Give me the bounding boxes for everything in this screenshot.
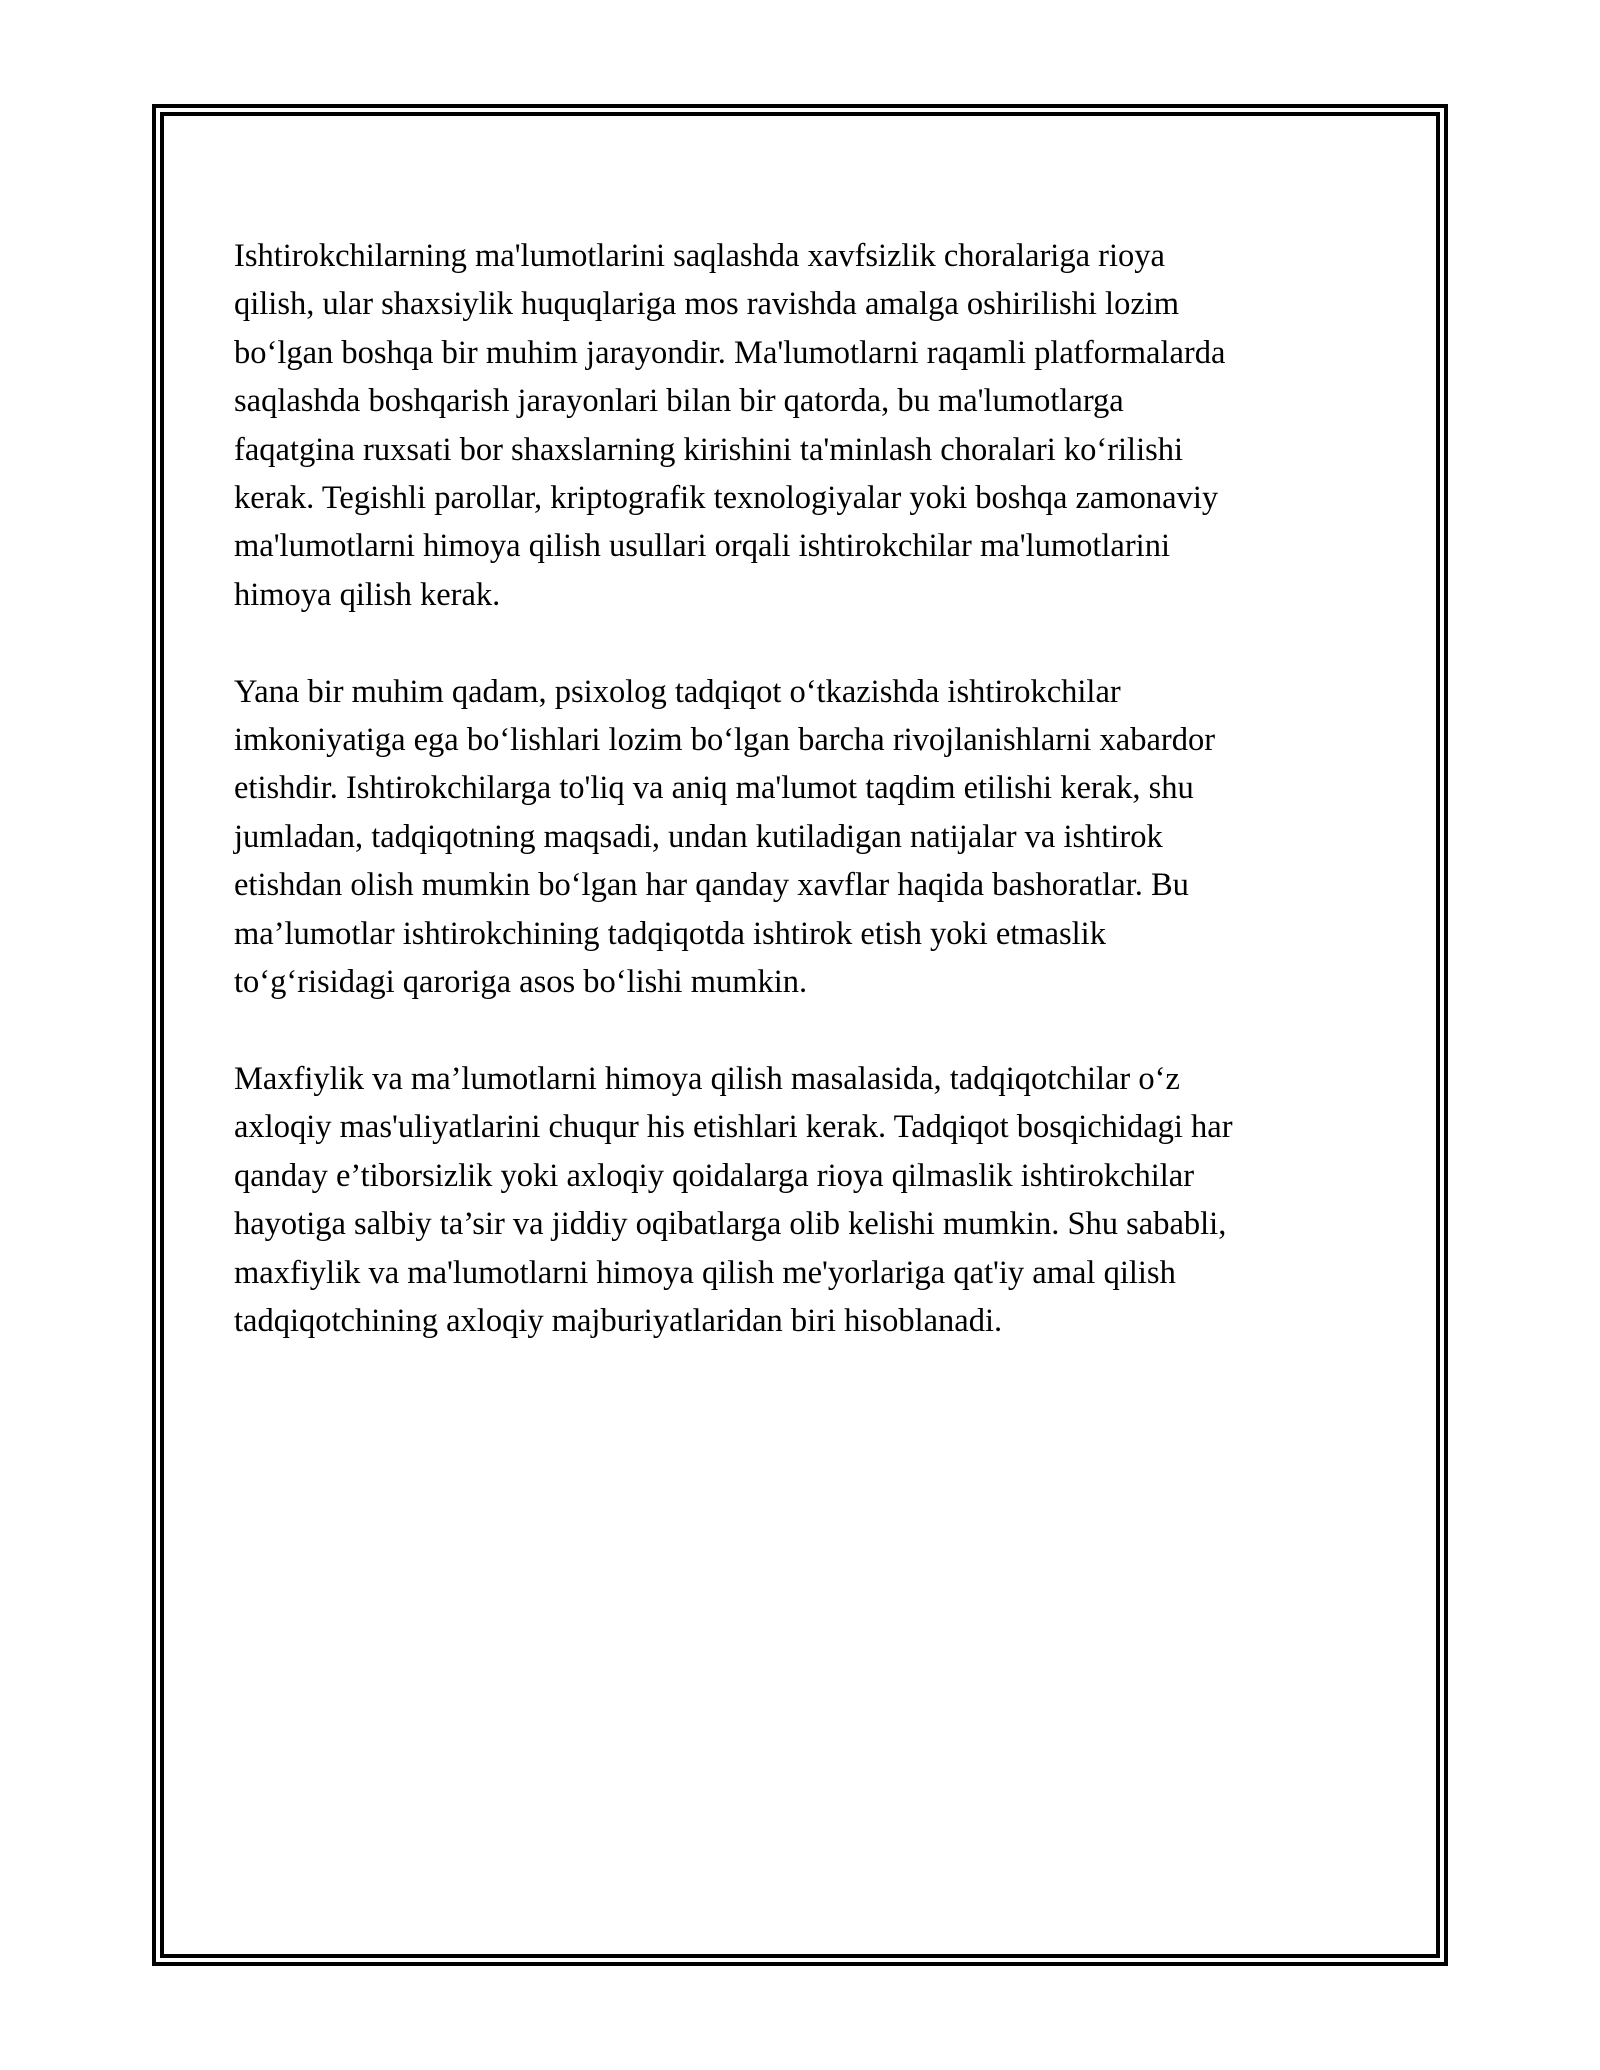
paragraph-line: bo‘lgan boshqa bir muhim jarayondir. Ma'lumotlarni raqamli platformalarda [234,334,1226,371]
paragraph-line: Ishtirokchilarning ma'lumotlarini saqlashda xavfsizlik choralariga rioya [234,238,1165,274]
paragraph-line: to‘g‘risidagi qaroriga asos bo‘lishi mumkin. [234,964,808,1001]
paragraph-3 [234,1055,1374,1345]
paragraph-line: saqlashda boshqarish jarayonlari bilan bir qatorda, bu ma'lumotlarga [234,383,1124,420]
paragraph-line: hayotiga salbiy ta’sir va jiddiy oqibatlarga olib kelishi mumkin. Shu sababli, [234,1206,1227,1243]
paragraph-line: Maxfiylik va ma’lumotlarni himoya qilish masalasida, tadqiqotchilar o‘z [234,1060,1180,1097]
paragraph-line: jumladan, tadqiqotning maqsadi, undan kutiladigan natijalar va ishtirok [234,818,1163,855]
paragraph-line: etishdir. Ishtirokchilarga to'liq va aniq ma'lumot taqdim etilishi kerak, shu [234,770,1194,807]
paragraph-line: kerak. Tegishli parollar, kriptografik texnologiyalar yoki boshqa zamonaviy [234,480,1219,517]
paragraph-line: maxfiylik va ma'lumotlarni himoya qilish me'yorlariga qat'iy amal qilish [234,1254,1176,1291]
paragraph-line: qilish, ular shaxsiylik huquqlariga mos ravishda amalga oshirilishi lozim [234,286,1180,323]
paragraph-line: Yana bir muhim qadam, psixolog tadqiqot o‘tkazishda ishtirokchilar [234,673,1121,710]
paragraph-line: ma'lumotlarni himoya qilish usullari orqali ishtirokchilar ma'lumotlarini [234,528,1170,565]
document-body [234,232,1374,1394]
paragraph-line: himoya qilish kerak. [234,576,501,613]
paragraph-line: axloqiy mas'uliyatlarini chuqur his etishlari kerak. Tadqiqot bosqichidagi har [234,1109,1233,1146]
paragraph-line: etishdan olish mumkin bo‘lgan har qanday xavflar haqida bashoratlar. Bu [234,867,1189,904]
paragraph-line: qanday e’tiborsizlik yoki axloqiy qoidalarga rioya qilmaslik ishtirokchilar [234,1157,1195,1194]
paragraph-line: imkoniyatiga ega bo‘lishlari lozim bo‘lgan barcha rivojlanishlarni xabardor [234,722,1216,759]
paragraph-line: tadqiqotchining axloqiy majburiyatlaridan biri hisoblanadi. [234,1302,1003,1339]
paragraph-1 [234,232,1374,619]
paragraph-2 [234,668,1374,1007]
paragraph-line: faqatgina ruxsati bor shaxslarning kirishini ta'minlash choralari ko‘rilishi [234,431,1184,468]
paragraph-line: ma’lumotlar ishtirokchining tadqiqotda ishtirok etish yoki etmaslik [234,915,1106,952]
